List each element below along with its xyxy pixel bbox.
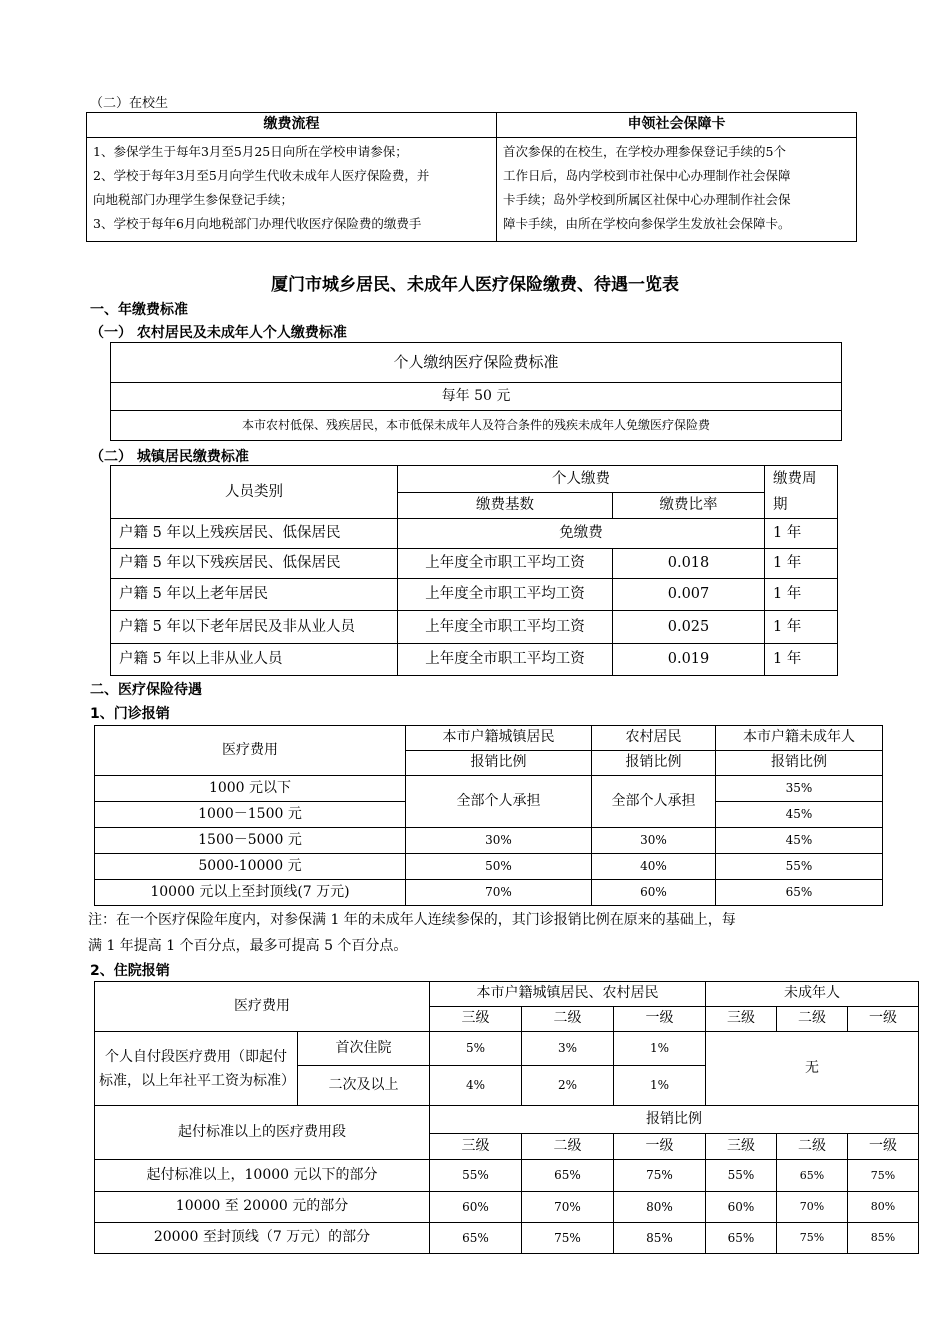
h-rate: 缴费比率: [613, 492, 765, 519]
segment-label: 20000 至封顶线（7 万元）的部分: [95, 1223, 430, 1254]
rate-cell: 55%: [430, 1160, 522, 1192]
rate-cell: 2%: [522, 1066, 614, 1106]
rate-cell: 75%: [614, 1160, 706, 1192]
above-label: 起付标准以上的医疗费用段: [95, 1106, 430, 1160]
card-line: 障卡手续，由所在学校向参保学生发放社会保障卡。: [503, 216, 791, 231]
social-card-cell: [497, 138, 857, 242]
h-cost: 医疗费用: [95, 726, 406, 776]
minor-cell: 45%: [716, 802, 883, 828]
minor-none-cell: 无: [706, 1032, 919, 1106]
part2-title: 二、医疗保险待遇: [90, 682, 202, 698]
card-line: 工作日后，岛内学校到市社保中心办理制作社会保障: [503, 168, 791, 183]
h-ratio: 报销比例: [716, 751, 883, 776]
rural-cell: 40%: [592, 854, 716, 880]
rate-cell: 1%: [614, 1032, 706, 1066]
rate-cell: 3%: [522, 1032, 614, 1066]
rate-cell: 0.018: [613, 549, 765, 579]
h-level: 一级: [848, 1007, 919, 1032]
minor-cell: 55%: [716, 854, 883, 880]
table-row: [95, 1032, 919, 1066]
outpatient-note-line1: 注：在一个医疗保险年度内，对参保满 1 年的未成年人连续参保的，其门诊报销比例在原来的基础上，每: [88, 912, 736, 928]
segment-label: 起付标准以上，10000 元以下的部分: [95, 1160, 430, 1192]
students-section-label: （二）在校生: [90, 96, 169, 111]
card-line: 首次参保的在校生，在学校办理参保登记手续的5个: [503, 144, 786, 159]
category-cell: 户籍 5 年以下残疾居民、低保居民: [111, 549, 398, 579]
category-cell: 户籍 5 年以上老年居民: [111, 579, 398, 611]
process-line: 1、参保学生于每年3月至5月25日向所在学校申请参保；: [93, 144, 408, 159]
table-row: [95, 880, 883, 906]
rural-cell: 60%: [592, 880, 716, 906]
part1-sub1-title: （一） 农村居民及未成年人个人缴费标准: [90, 325, 347, 341]
h-period-1: 缴费周: [773, 471, 817, 487]
rural-note: 本市农村低保、残疾居民，本市低保未成年人及符合条件的残疾未成年人免缴医疗保险费: [111, 411, 842, 441]
h-level: 三级: [706, 1134, 777, 1160]
process-line: 2、学校于每年3月至5月向学生代收未成年人医疗保险费，并: [93, 168, 430, 183]
h-level: 一级: [848, 1134, 919, 1160]
period-cell: 1 年: [765, 611, 838, 644]
period-cell: 1 年: [765, 644, 838, 676]
part1-sub2-title: （二） 城镇居民缴费标准: [90, 449, 249, 465]
outpatient-table: [94, 725, 883, 906]
h-ratio: 报销比例: [592, 751, 716, 776]
rate-cell: 65%: [522, 1160, 614, 1192]
h-minor: 本市户籍未成年人: [716, 726, 883, 751]
h-level: 二级: [522, 1007, 614, 1032]
rate-cell: 4%: [430, 1066, 522, 1106]
minor-cell: 45%: [716, 828, 883, 854]
rate-cell: 0.025: [613, 611, 765, 644]
process-line: 3、学校于每年6月向地税部门办理代收医疗保险费的缴费手: [93, 216, 422, 231]
base-cell: 上年度全市职工平均工资: [398, 579, 613, 611]
rural-fee-table: [110, 342, 842, 441]
minor-cell: 35%: [716, 776, 883, 802]
table-row: [111, 549, 838, 579]
rate-cell: 75%: [522, 1223, 614, 1254]
exempt-cell: 免缴费: [398, 519, 765, 549]
h-level: 一级: [614, 1134, 706, 1160]
table-row: [95, 1223, 919, 1254]
base-cell: 上年度全市职工平均工资: [398, 549, 613, 579]
minor-cell: 65%: [716, 880, 883, 906]
h-period: [765, 466, 838, 519]
rate-cell: 5%: [430, 1032, 522, 1066]
rate-cell: 70%: [777, 1192, 848, 1223]
h-base: 缴费基数: [398, 492, 613, 519]
cost-cell: 5000-10000 元: [95, 854, 406, 880]
table-row: [111, 644, 838, 676]
cost-cell: 1000 元以下: [95, 776, 406, 802]
self-pay-cell: 全部个人承担: [592, 776, 716, 828]
deductible-row-label: 首次住院: [298, 1032, 430, 1066]
h-level: 三级: [430, 1134, 522, 1160]
h-urban: 本市户籍城镇居民: [406, 726, 592, 751]
rate-cell: 0.007: [613, 579, 765, 611]
urban-cell: 70%: [406, 880, 592, 906]
urban-fee-table: [110, 465, 838, 676]
rate-cell: 65%: [777, 1160, 848, 1192]
category-cell: 户籍 5 年以上残疾居民、低保居民: [111, 519, 398, 549]
rural-value: 每年 50 元: [111, 383, 842, 411]
h-minor: 未成年人: [706, 982, 919, 1007]
rate-cell: 75%: [777, 1223, 848, 1254]
students-table: [86, 112, 857, 242]
h-level: 三级: [430, 1007, 522, 1032]
rate-cell: 65%: [706, 1223, 777, 1254]
deductible-row-label: 二次及以上: [298, 1066, 430, 1106]
rate-cell: 80%: [614, 1192, 706, 1223]
table-row: [111, 579, 838, 611]
inpatient-table: [94, 981, 919, 1254]
rate-cell: 85%: [614, 1223, 706, 1254]
segment-label: 10000 至 20000 元的部分: [95, 1192, 430, 1223]
rate-cell: 1%: [614, 1066, 706, 1106]
outpatient-note-line2: 满 1 年提高 1 个百分点，最多可提高 5 个百分点。: [88, 938, 408, 954]
inpatient-title: 2、住院报销: [90, 963, 170, 979]
category-cell: 户籍 5 年以上非从业人员: [111, 644, 398, 676]
table-row: [95, 1192, 919, 1223]
h-ratio: 报销比例: [430, 1106, 919, 1134]
table-row: [95, 828, 883, 854]
rate-cell: 0.019: [613, 644, 765, 676]
deductible-label: 个人自付段医疗费用（即起付标准，以上年社平工资为标准）: [95, 1032, 298, 1106]
h-ratio: 报销比例: [406, 751, 592, 776]
rural-cell: 30%: [592, 828, 716, 854]
base-cell: 上年度全市职工平均工资: [398, 611, 613, 644]
base-cell: 上年度全市职工平均工资: [398, 644, 613, 676]
rate-cell: 55%: [706, 1160, 777, 1192]
h-level: 三级: [706, 1007, 777, 1032]
table-row: [111, 611, 838, 644]
h-category: 人员类别: [111, 466, 398, 519]
page-title: 厦门市城乡居民、未成年人医疗保险缴费、待遇一览表: [271, 275, 679, 295]
rate-cell: 60%: [430, 1192, 522, 1223]
outpatient-title: 1、门诊报销: [90, 706, 170, 722]
rate-cell: 65%: [430, 1223, 522, 1254]
col1-header: 缴费流程: [87, 113, 497, 138]
category-cell: 户籍 5 年以下老年居民及非从业人员: [111, 611, 398, 644]
rate-cell: 70%: [522, 1192, 614, 1223]
cost-cell: 1500－5000 元: [95, 828, 406, 854]
col2-header: 申领社会保障卡: [497, 113, 857, 138]
rate-cell: 85%: [848, 1223, 919, 1254]
rate-cell: 60%: [706, 1192, 777, 1223]
rate-cell: 80%: [848, 1192, 919, 1223]
table-row: [95, 1160, 919, 1192]
rural-header: 个人缴纳医疗保险费标准: [111, 343, 842, 383]
urban-cell: 30%: [406, 828, 592, 854]
period-cell: 1 年: [765, 579, 838, 611]
payment-process-cell: [87, 138, 497, 242]
process-line: 向地税部门办理学生参保登记手续；: [93, 192, 294, 207]
h-period-2: 期: [773, 497, 788, 513]
period-cell: 1 年: [765, 519, 838, 549]
h-rural: 农村居民: [592, 726, 716, 751]
rate-cell: 75%: [848, 1160, 919, 1192]
h-cost: 医疗费用: [95, 982, 430, 1032]
cost-cell: 1000－1500 元: [95, 802, 406, 828]
h-personal: 个人缴费: [398, 466, 765, 493]
card-line: 卡手续；岛外学校到所属区社保中心办理制作社会保: [503, 192, 791, 207]
h-level: 二级: [522, 1134, 614, 1160]
h-level: 二级: [777, 1007, 848, 1032]
table-row: [111, 519, 838, 549]
part1-title: 一、年缴费标准: [90, 302, 188, 318]
table-row: [95, 854, 883, 880]
urban-cell: 50%: [406, 854, 592, 880]
h-adult: 本市户籍城镇居民、农村居民: [430, 982, 706, 1007]
h-level: 一级: [614, 1007, 706, 1032]
table-row: [95, 776, 883, 802]
h-level: 二级: [777, 1134, 848, 1160]
cost-cell: 10000 元以上至封顶线(7 万元): [95, 880, 406, 906]
period-cell: 1 年: [765, 549, 838, 579]
self-pay-cell: 全部个人承担: [406, 776, 592, 828]
